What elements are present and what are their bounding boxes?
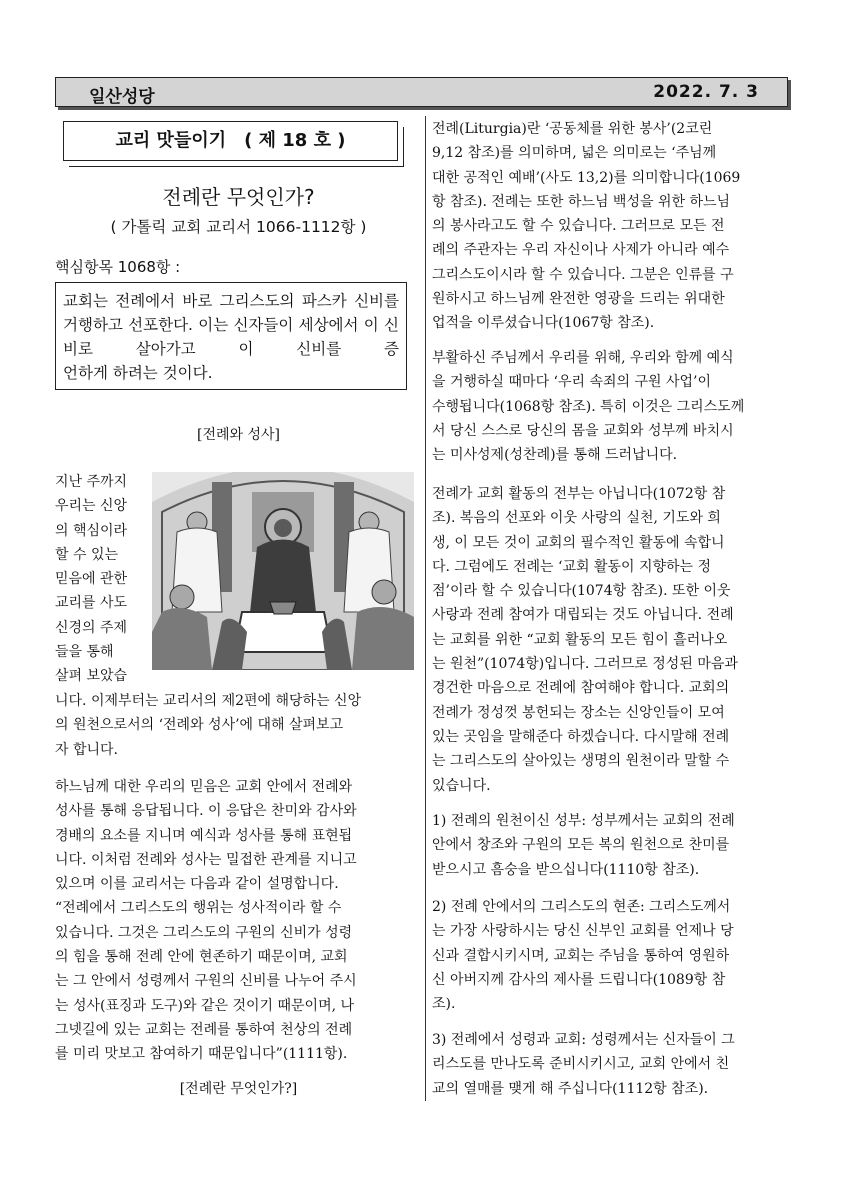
page-header xyxy=(55,77,788,107)
text-line: 생, 이 모든 것이 교회의 필수적인 활동에 속합니 xyxy=(432,534,725,551)
text-line: 신과 결합시키시며, 교회는 주님을 통하여 영원하 xyxy=(432,947,730,964)
text-line: 는 성사(표징과 도구)와 같은 것이기 때문이며, 나 xyxy=(55,997,355,1014)
text-line: 부활하신 주님께서 우리를 위해, 우리와 함께 예식 xyxy=(432,350,734,366)
text-line: 그넷길에 있는 교회는 전례를 통하여 천상의 전례 xyxy=(55,1021,353,1038)
text-line: 조). xyxy=(432,996,456,1013)
text-line: 3) 전례에서 성령과 교회: 성령께서는 신자들이 그 xyxy=(432,1032,735,1048)
text-line: 하느님께 대한 우리의 믿음은 교회 안에서 전례와 xyxy=(55,779,353,795)
main-title: 전례란 무엇인가? xyxy=(162,185,315,209)
text-line: 를 미리 맛보고 참여하기 때문입니다”(1111항). xyxy=(55,1046,348,1063)
text-line: 니다. 이처럼 전례와 성사는 밀접한 관계를 지니고 xyxy=(55,851,357,868)
key-item-box xyxy=(55,282,407,390)
text-line: 전례가 정성껏 봉헌되는 장소는 신앙인들이 모여 xyxy=(432,704,725,721)
wrap-line: 들을 통해 xyxy=(55,644,114,661)
text-line: 점’이라 할 수 있습니다(1074항 참조). 또한 이웃 xyxy=(432,583,731,600)
right-paragraph-2 xyxy=(432,346,800,467)
right-paragraph-3 xyxy=(432,482,800,798)
issue-date: 2022. 7. 3 xyxy=(653,82,759,102)
text-line: 자 합니다. xyxy=(55,741,118,758)
key-line: 교회는 전례에서 바로 그리스도의 파스카 xyxy=(63,292,347,310)
text-line: 다. 그럼에도 전례는 ‘교회 활동이 지향하는 정 xyxy=(432,558,712,575)
text-line: 원하시고 하느님께 완전한 영광을 드리는 위대한 xyxy=(432,291,725,308)
text-line: 그리스도이시라 할 수 있습니다. 그분은 인류를 구 xyxy=(432,266,734,283)
text-line: 받으시고 흠숭을 받으십니다(1110항 참조). xyxy=(432,861,700,878)
key-line: 언하게 하려는 것이다. xyxy=(63,364,213,382)
text-line: 례의 주관자는 우리 자신이나 사제가 아니라 예수 xyxy=(432,242,730,259)
key-line: 세상에서 이 신비로 살아가고 이 신비를 증 xyxy=(63,316,399,358)
text-line: 있습니다. 그것은 그리스도의 구원의 신비가 성령 xyxy=(55,924,353,941)
text-line: 안에서 창조와 구원의 모든 복의 원천으로 찬미를 xyxy=(432,837,730,854)
text-line: 있으며 이를 교리서는 다음과 같이 설명합니다. xyxy=(55,876,339,893)
footer-caption: [전례란 무엇인가?] xyxy=(179,1081,298,1097)
text-line: 의 봉사라고도 할 수 있습니다. 그러므로 모든 전 xyxy=(432,218,725,235)
text-line: 사랑과 전례 참여가 대립되는 것도 아닙니다. 전례 xyxy=(432,607,734,624)
text-line: 는 교회를 위한 “교회 활동의 모든 힘이 흘러나오 xyxy=(432,631,728,648)
right-paragraph-1 xyxy=(432,117,800,336)
right-paragraph-5 xyxy=(432,895,800,1016)
text-line: 는 원천”(1074항)입니다. 그러므로 정성된 마음과 xyxy=(432,656,738,673)
text-line: 리스도를 만나도록 준비시키시고, 교회 안에서 친 xyxy=(432,1056,730,1073)
text-line: 2) 전례 안에서의 그리스도의 현존: 그리스도께서 xyxy=(432,899,731,915)
parish-name: 일산성당 xyxy=(89,87,155,107)
text-line: 1) 전례의 원천이신 성부: 성부께서는 교회의 전례 xyxy=(432,813,735,829)
text-line: 교의 열매를 맺게 해 주십니다(1112항 참조). xyxy=(432,1080,709,1097)
text-line: 조). 복음의 선포와 이웃 사랑의 실천, 기도와 희 xyxy=(432,510,721,527)
text-line: 있습니다. xyxy=(432,777,491,794)
text-line: 는 그리스도의 살아있는 생명의 원천이라 말할 수 xyxy=(432,753,730,770)
left-paragraph-1 xyxy=(55,689,422,762)
text-line: 항 참조). 전례는 또한 하느님 백성을 위한 하느님 xyxy=(432,193,731,210)
text-line: 는 가장 사랑하시는 당신 신부인 교회를 언제나 당 xyxy=(432,923,734,940)
text-line: 대한 공적인 예배’(사도 13,2)를 의미합니다(1069 xyxy=(432,169,741,186)
wrap-text xyxy=(55,470,150,689)
wrap-line: 할 수 있는 xyxy=(55,546,118,563)
text-line: 는 그 안에서 성령께서 구원의 신비를 나누어 주시 xyxy=(55,973,357,990)
key-line: 신비를 거행하고 선포한다. 이는 신자들이 xyxy=(63,292,399,334)
text-line: 서 당신 스스로 당신의 몸을 교회와 성부께 바치시 xyxy=(432,422,734,439)
key-item-label: 핵심항목 1068항 : xyxy=(55,258,181,276)
text-line: 니다. 이제부터는 교리서의 제2편에 해당하는 신앙 xyxy=(55,693,362,709)
text-line: 경배의 요소를 지니며 예식과 성사를 통해 표현됩 xyxy=(55,827,353,844)
text-line: 신 아버지께 감사의 제사를 드립니다(1089항 참 xyxy=(432,971,726,988)
text-line: 성사를 통해 응답됩니다. 이 응답은 찬미와 감사와 xyxy=(55,803,357,820)
series-title-box: 교리 맛들이기 ( 제 18 호 ) xyxy=(63,121,398,161)
right-paragraph-6 xyxy=(432,1028,800,1101)
text-line: 전례(Liturgia)란 ‘공동체를 위한 봉사’(2코린 xyxy=(432,121,713,137)
text-line: 수행됩니다(1068항 참조). 특히 이것은 그리스도께 xyxy=(432,398,745,415)
liturgy-icon-image xyxy=(152,472,414,670)
wrap-line: 교리를 사도 xyxy=(55,595,128,612)
text-line: “전례에서 그리스도의 행위는 성사적이라 할 수 xyxy=(55,900,342,917)
wrap-line: 믿음에 관한 xyxy=(55,571,128,588)
wrap-line: 의 핵심이라 xyxy=(55,522,128,539)
text-line: 경건한 마음으로 전례에 참여해야 합니다. 교회의 xyxy=(432,680,730,697)
text-line: 의 힘을 통해 전례 안에 현존하기 때문이며, 교회 xyxy=(55,949,348,966)
text-line: 는 미사성제(성찬례)를 통해 드러납니다. xyxy=(432,447,678,464)
text-line: 있는 곳임을 말해준다 하겠습니다. 다시말해 전례 xyxy=(432,728,730,745)
text-line: 의 원천으로서의 ‘전례와 성사’에 대해 살펴보고 xyxy=(55,717,344,734)
text-line: 업적을 이루셨습니다(1067항 참조). xyxy=(432,315,655,332)
wrap-line: 지난 주까지 xyxy=(55,474,128,490)
column-divider xyxy=(425,116,426,1101)
text-line: 전례가 교회 활동의 전부는 아닙니다(1072항 참 xyxy=(432,486,726,502)
subtitle: ( 가톨릭 교회 교리서 1066-1112항 ) xyxy=(110,218,367,236)
text-line: 을 거행하실 때마다 ‘우리 속죄의 구원 사업’이 xyxy=(432,374,712,391)
section-heading: [전례와 성사] xyxy=(197,427,280,443)
right-paragraph-4 xyxy=(432,809,800,882)
text-line: 9,12 참조)를 의미하며, 넓은 의미로는 ‘주님께 xyxy=(432,145,717,162)
left-paragraph-2 xyxy=(55,775,422,1067)
wrap-line: 살펴 보았습 xyxy=(55,668,128,685)
wrap-line: 신경의 주제 xyxy=(55,619,128,636)
wrap-line: 우리는 신앙 xyxy=(55,498,128,515)
